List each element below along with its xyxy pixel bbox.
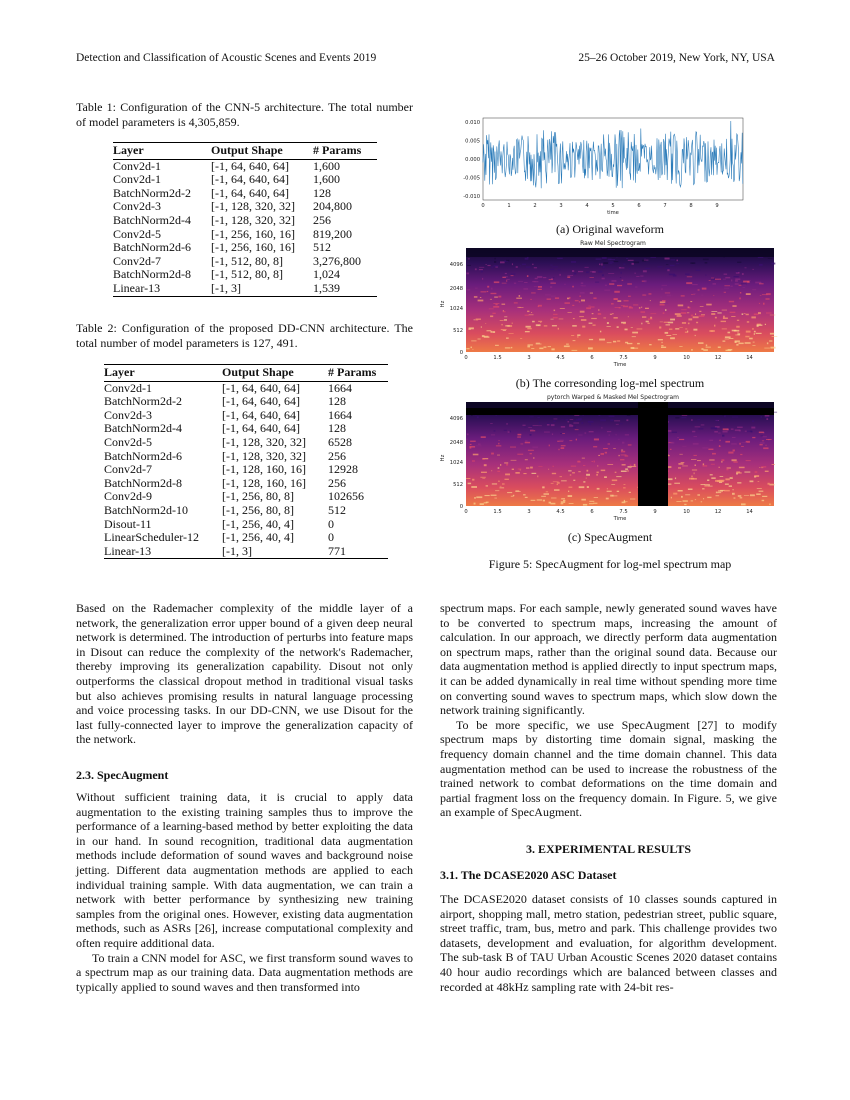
table2-cell-output-shape: [-1, 3]	[222, 543, 252, 558]
table2-cell-output-shape: [-1, 128, 320, 32]	[222, 434, 306, 449]
table2-cell-layer: Conv2d-3	[104, 407, 152, 422]
table2-cell-layer: BatchNorm2d-10	[104, 502, 188, 517]
table1-col-layer: Layer	[113, 143, 144, 157]
table1-cell-params: 1,600	[313, 158, 340, 173]
specaug-title: pytorch Warped & Masked Mel Spectrogram	[546, 394, 680, 401]
waveform-xtick-label: 4	[585, 203, 589, 209]
table2-row	[104, 395, 388, 409]
table2-cell-output-shape: [-1, 64, 640, 64]	[222, 421, 300, 436]
specaug-ytick-label: 2048	[449, 440, 463, 446]
waveform-xtick-label: 0	[481, 203, 485, 209]
table2-row	[104, 463, 388, 477]
waveform-ytick-label: -0.010	[463, 194, 480, 200]
disout-paragraph: Based on the Rademacher complexity of the middle layer of a network, the generalization error upper bound of a given deep neural network is determined. The introduction of perturbs into feature maps in Disout can reduce the complexity of the network's Rademacher, thereby improving its generalization capability. Disout not only outperforms the classical dropout method in traditional visual tasks but also achieves promising results in natural language processing and voice processing tasks. In our DD-CNN, we use Disout for the last fully-connected layer to improve the generalization capacity of the network.	[76, 601, 413, 747]
table2-cell-output-shape: [-1, 256, 80, 8]	[222, 489, 294, 504]
table1-cell-output-shape: [-1, 512, 80, 8]	[211, 267, 283, 282]
table2-cell-params: 256	[328, 448, 346, 463]
waveform-xtick-label: 5	[611, 203, 615, 209]
table2-cell-layer: Conv2d-7	[104, 462, 152, 477]
specaug-xtick-label: 7.5	[619, 509, 628, 515]
table1-cell-output-shape: [-1, 256, 160, 16]	[211, 240, 295, 255]
table2-cell-layer: BatchNorm2d-2	[104, 394, 182, 409]
table2-header-row	[104, 365, 388, 382]
table1-cell-params: 1,600	[313, 172, 340, 187]
table2-col-params: # Params	[328, 365, 377, 379]
waveform-ytick-label: 0.000	[465, 157, 480, 163]
table1-header-row	[113, 143, 377, 160]
table2-row	[104, 518, 388, 532]
mel-xtick-label: 10	[683, 355, 690, 361]
specaugment-text	[76, 790, 413, 994]
waveform-ytick-label: -0.005	[463, 175, 480, 182]
mel-xtick-label: 3	[527, 355, 531, 361]
table2-caption: Table 2: Configuration of the proposed DD-CNN architecture. The total number of model parameters is 127, 491.	[76, 321, 413, 350]
table2-cell-params: 102656	[328, 489, 364, 504]
waveform-xtick-label: 7	[663, 203, 667, 209]
table1-cell-layer: Conv2d-1	[113, 158, 161, 173]
table2-row	[104, 504, 388, 518]
running-header-right: 25–26 October 2019, New York, NY, USA	[578, 52, 775, 64]
table1-cell-layer: BatchNorm2d-8	[113, 267, 191, 282]
waveform-signal	[483, 121, 743, 188]
table1-cell-params: 1,539	[313, 280, 340, 295]
table1-cell-output-shape: [-1, 128, 320, 32]	[211, 212, 295, 227]
waveform-xtick-label: 2	[533, 203, 537, 209]
table1-row	[113, 282, 377, 296]
table1-cell-output-shape: [-1, 64, 640, 64]	[211, 185, 289, 200]
waveform-xtick-label: 8	[689, 203, 693, 209]
table2-row	[104, 477, 388, 491]
table1-cell-params: 512	[313, 240, 331, 255]
table2-cell-params: 512	[328, 502, 346, 517]
table2-cell-output-shape: [-1, 256, 80, 8]	[222, 502, 294, 517]
table1-col-output-shape: Output Shape	[211, 143, 283, 157]
mel-spectrogram-plot	[438, 238, 778, 370]
table1-cell-layer: BatchNorm2d-2	[113, 185, 191, 200]
mel-ytick-label: 4096	[449, 262, 463, 268]
table2-cell-output-shape: [-1, 128, 160, 16]	[222, 462, 306, 477]
table1-cell-output-shape: [-1, 3]	[211, 280, 241, 295]
table2-row	[104, 422, 388, 436]
table2-row	[104, 545, 388, 559]
table1-row	[113, 214, 377, 228]
table2-cell-output-shape: [-1, 256, 40, 4]	[222, 530, 294, 545]
mel-ylabel: Hz	[440, 300, 446, 308]
waveform-ytick-label: 0.005	[465, 138, 480, 145]
table2-cell-params: 256	[328, 475, 346, 490]
table2-cell-layer: Conv2d-9	[104, 489, 152, 504]
mel-title: Raw Mel Spectrogram	[580, 240, 646, 247]
table2-cell-params: 1664	[328, 407, 352, 422]
specaug-ylabel: Hz	[440, 454, 446, 462]
table2-cell-params: 6528	[328, 434, 352, 449]
waveform-ytick-label: 0.010	[465, 120, 480, 126]
mel-xtick-label: 12	[714, 355, 722, 361]
table2-cell-output-shape: [-1, 64, 640, 64]	[222, 407, 300, 422]
table2-cell-output-shape: [-1, 128, 320, 32]	[222, 448, 306, 463]
table1-cell-layer: BatchNorm2d-4	[113, 212, 191, 227]
table2-cell-layer: BatchNorm2d-4	[104, 421, 182, 436]
specaug-ytick-label: 4096	[449, 416, 463, 422]
table2-row	[104, 436, 388, 450]
table2-cell-params: 128	[328, 394, 346, 409]
waveform-xlabel: time	[607, 210, 619, 216]
specaugment-plot	[438, 392, 778, 524]
table1-row	[113, 228, 377, 242]
table1-cell-output-shape: [-1, 256, 160, 16]	[211, 226, 295, 241]
specaug-time-mask	[638, 402, 668, 506]
table1-cell-layer: Linear-13	[113, 280, 161, 295]
table1-row	[113, 187, 377, 201]
specaug-xtick-label: 9	[653, 509, 657, 515]
table1-cell-params: 204,800	[313, 199, 352, 214]
table2-cell-layer: Linear-13	[104, 543, 152, 558]
table1-cell-layer: Conv2d-5	[113, 226, 161, 241]
table2-cell-layer: BatchNorm2d-6	[104, 448, 182, 463]
mel-xtick-label: 9	[653, 355, 657, 361]
table1-cell-layer: Conv2d-3	[113, 199, 161, 214]
specaug-xtick-label: 3	[527, 509, 531, 515]
cnn-training-paragraph: To train a CNN model for ASC, we first transform sound waves to a spectrum map as our training data. Data augmentation methods are typically applied to sound waves and then transformed into	[76, 950, 413, 994]
table1-cell-output-shape: [-1, 512, 80, 8]	[211, 253, 283, 268]
table1-cell-output-shape: [-1, 128, 320, 32]	[211, 199, 295, 214]
table2-cell-layer: Conv2d-5	[104, 434, 152, 449]
specaug-xtick-label: 10	[683, 509, 690, 515]
table1-row	[113, 241, 377, 255]
specaug-xlabel: Time	[613, 516, 627, 522]
specaug-ytick-label: 1024	[449, 460, 463, 466]
mel-xtick-label: 6	[590, 355, 594, 361]
section-2-3-heading: 2.3. SpecAugment	[76, 768, 169, 782]
waveform-axes-frame	[483, 118, 743, 200]
specaug-xtick-label: 1.5	[493, 509, 502, 515]
table1-cell-layer: BatchNorm2d-6	[113, 240, 191, 255]
table1-row	[113, 200, 377, 214]
table1-row	[113, 268, 377, 282]
table1-cell-params: 819,200	[313, 226, 352, 241]
right-column-text	[440, 601, 777, 820]
table1-cell-params: 1,024	[313, 267, 340, 282]
table2	[104, 364, 388, 559]
specaugment-detail-paragraph: To be more specific, we use SpecAugment [27] to modify spectrum maps by distorting time domain signal, masking the frequency domain channel and the time domain channel. This data augmentation method can be used to increase the robustness of the trained network to combat deformations on the time domain and partial fragment loss on the frequency domain. In Figure. 5, we give an example of SpecAugment.	[440, 717, 777, 820]
waveform-xtick-label: 6	[637, 203, 641, 209]
table2-cell-output-shape: [-1, 128, 160, 16]	[222, 475, 306, 490]
mel-ytick-label: 2048	[449, 286, 463, 292]
waveform-xtick-label: 3	[559, 203, 563, 209]
table2-cell-layer: Disout-11	[104, 516, 152, 531]
section-3-heading: 3. EXPERIMENTAL RESULTS	[525, 842, 692, 856]
table2-cell-output-shape: [-1, 64, 640, 64]	[222, 380, 300, 395]
table1-cell-params: 128	[313, 185, 331, 200]
table1-cell-output-shape: [-1, 64, 640, 64]	[211, 172, 289, 187]
table2-col-output-shape: Output Shape	[222, 365, 294, 379]
section-3-1-heading: 3.1. The DCASE2020 ASC Dataset	[440, 868, 617, 882]
data-augmentation-paragraph: Without sufficient training data, it is crucial to apply data augmentation to the existing training samples thus to improve the performance of a learning-based method by better exploiting the data in our hand. In sound recognition, traditional data augmentation methods include deformation of sound waves and background noise jetting. Different data augmentation methods are applied to each individual training sample. With data augmentation, we can train a network with better performance by synthesizing new training samples from the original ones. However, existing data augmentation methods, such as ASRs [26], increase computational complexity and often require additional data.	[76, 790, 413, 950]
specaug-xtick-label: 6	[590, 509, 594, 515]
table2-cell-params: 0	[328, 516, 334, 531]
table1-col-params: # Params	[313, 143, 362, 157]
figure5-caption: Figure 5: SpecAugment for log-mel spectrum map	[488, 557, 732, 571]
running-header-left: Detection and Classification of Acoustic Scenes and Events 2019	[76, 52, 377, 64]
table2-cell-params: 1664	[328, 380, 352, 395]
mel-ytick-label: 1024	[449, 306, 463, 312]
dataset-text	[440, 892, 777, 994]
specaug-ytick-label: 0	[459, 504, 463, 510]
specaug-frequency-mask	[466, 408, 774, 415]
table1-cell-layer: Conv2d-1	[113, 172, 161, 187]
mel-xlabel: Time	[613, 362, 627, 368]
table1-cell-layer: Conv2d-7	[113, 253, 161, 268]
waveform-xtick-label: 1	[507, 203, 511, 209]
mel-caption: (b) The corresonding log-mel spectrum	[515, 376, 705, 390]
table1-row	[113, 173, 377, 187]
table2-row	[104, 531, 388, 545]
table1-row	[113, 159, 377, 173]
spectrum-maps-paragraph: spectrum maps. For each sample, newly generated sound waves have to be converted to spectrum maps, increasing the amount of calculation. In our approach, we directly perform data augmentation on spectrum maps, rather than the original sound data. Because our data augmentation method is applied directly to input spectrum maps, it can be added dynamically in real time without spending more time on converting sound waves to spectrum maps, which slow down the network training significantly.	[440, 601, 777, 718]
table2-row	[104, 490, 388, 504]
table2-col-layer: Layer	[104, 365, 135, 379]
table2-cell-layer: Conv2d-1	[104, 380, 152, 395]
table1-cell-params: 256	[313, 212, 331, 227]
specaug-xtick-label: 14	[746, 509, 753, 515]
mel-xtick-label: 4.5	[556, 355, 565, 361]
table2-cell-params: 128	[328, 421, 346, 436]
table2-cell-params: 0	[328, 530, 334, 545]
table1-cell-output-shape: [-1, 64, 640, 64]	[211, 158, 289, 173]
mel-xtick-label: 1.5	[493, 355, 502, 361]
waveform-xtick-label: 9	[715, 203, 719, 209]
table2-row	[104, 381, 388, 395]
table2-cell-layer: BatchNorm2d-8	[104, 475, 182, 490]
waveform-caption: (a) Original waveform	[556, 222, 664, 236]
mel-xtick-label: 14	[746, 355, 753, 361]
table2-row	[104, 409, 388, 423]
dcase-dataset-paragraph: The DCASE2020 dataset consists of 10 classes sounds captured in airport, shopping mall, metro station, pedestrian street, public square, street traffic, tram, bus, metro and park. This challenge provides two datasets, development and evaluation, for algorithm development. The sub-task B of TAU Urban Acoustic Scenes 2020 dataset contains 40 hour audio recordings which are balanced between classes and recorded at 48kHz sampling rate with 24-bit res-	[440, 892, 777, 994]
table2-cell-layer: LinearScheduler-12	[104, 530, 200, 545]
table1	[113, 142, 377, 297]
table2-row	[104, 450, 388, 464]
table1-row	[113, 255, 377, 269]
specaug-ytick-label: 512	[453, 482, 463, 488]
specaug-xtick-label: 12	[714, 509, 722, 515]
table2-cell-output-shape: [-1, 64, 640, 64]	[222, 394, 300, 409]
specaug-caption: (c) SpecAugment	[567, 530, 653, 544]
table2-cell-output-shape: [-1, 256, 40, 4]	[222, 516, 294, 531]
mel-ytick-label: 512	[453, 328, 463, 334]
table2-cell-params: 12928	[328, 462, 358, 477]
mel-xtick-label: 7.5	[619, 355, 628, 361]
table1-cell-params: 3,276,800	[313, 253, 361, 268]
mel-ytick-label: 0	[459, 350, 463, 356]
specaug-xtick-label: 0	[464, 509, 468, 515]
specaug-xtick-label: 4.5	[556, 509, 565, 515]
mel-xtick-label: 0	[464, 355, 468, 361]
waveform-plot	[440, 114, 750, 218]
left-column-text	[76, 601, 413, 747]
table2-cell-params: 771	[328, 543, 346, 558]
table1-caption: Table 1: Configuration of the CNN-5 architecture. The total number of model parameters is 4,305,859.	[76, 100, 413, 129]
